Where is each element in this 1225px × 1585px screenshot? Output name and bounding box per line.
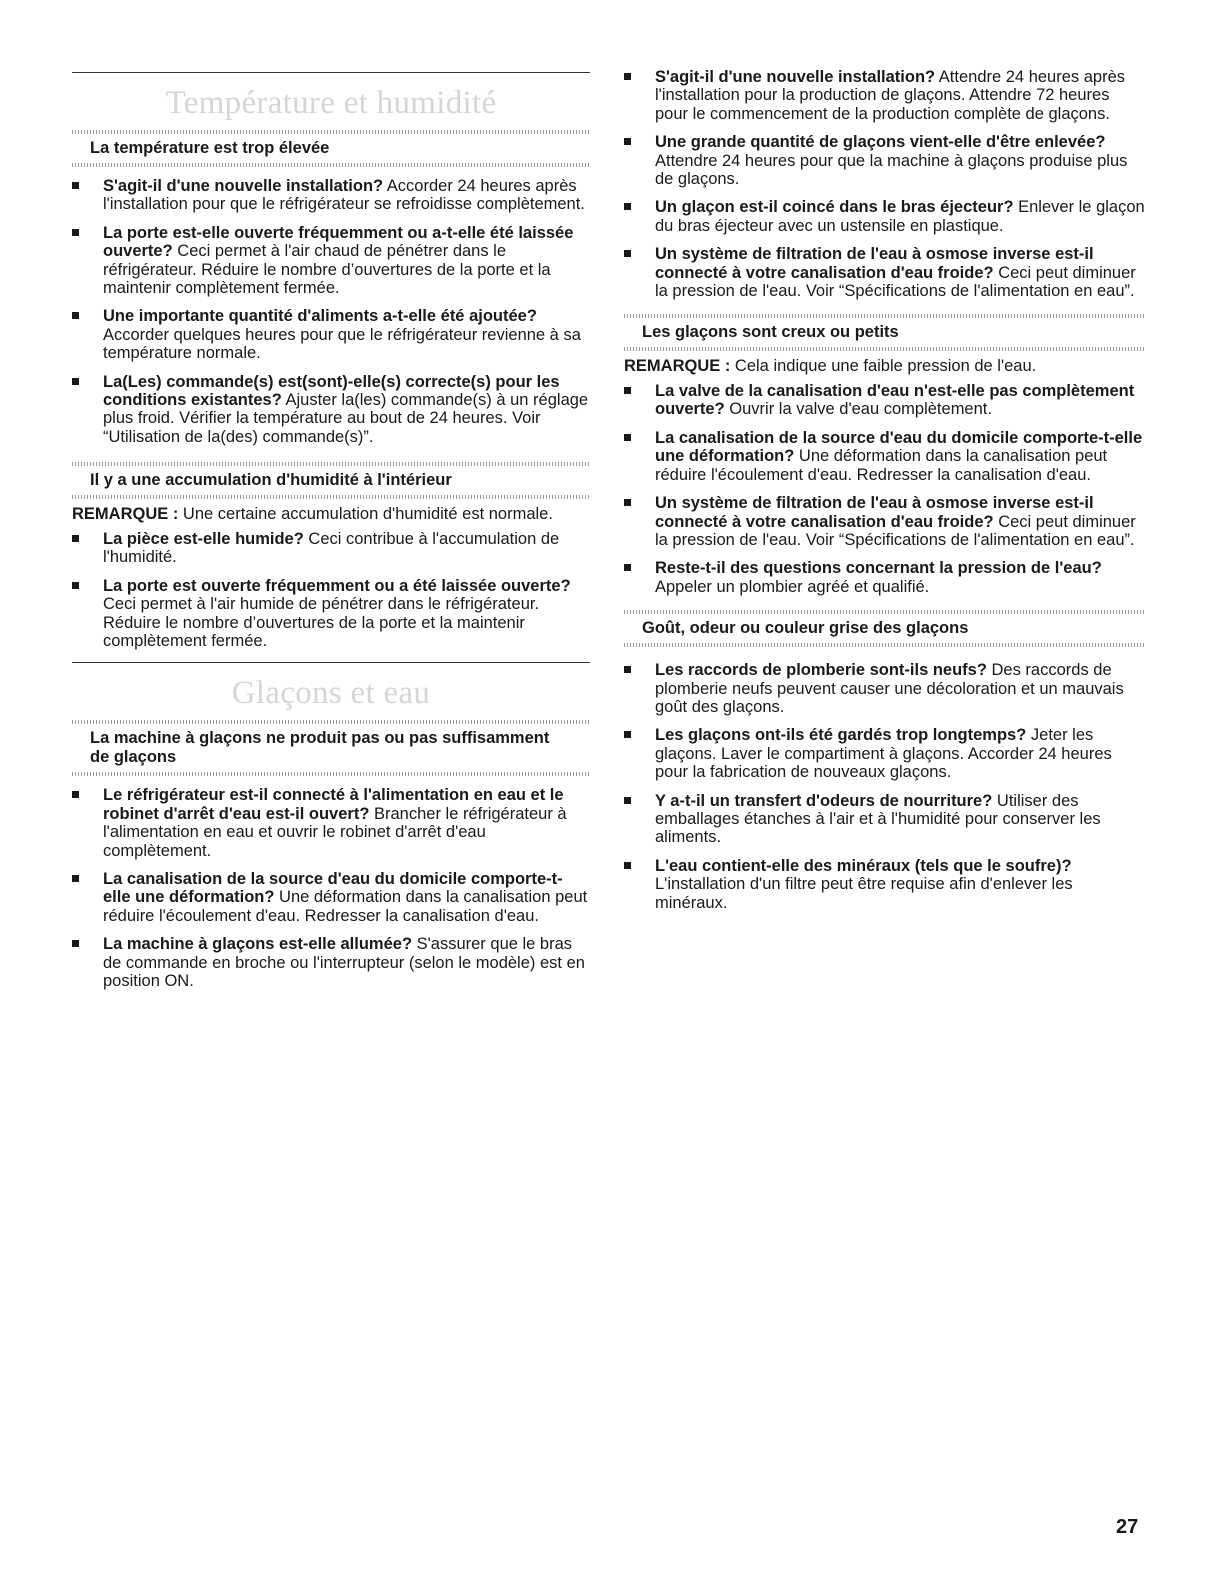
- list-item: Un glaçon est-il coincé dans le bras éjecteur? Enlever le glaçon du bras éjecteur avec un ustensile en plastique.: [624, 198, 1146, 235]
- list-icemaker: [72, 786, 590, 990]
- bullet-icon: [72, 791, 79, 798]
- list-item: La porte est-elle ouverte fréquemment ou a-t-elle été laissée ouverte? Ceci permet à l'air chaud de pénétrer dans le réfrigérateur. Réduire le nombre d’ouvertures de la porte et la maintenir complètement fermée.: [72, 224, 590, 298]
- list-item: La(Les) commande(s) est(sont)-elle(s) correcte(s) pour les conditions existantes? Ajuster la(les) commande(s) à un réglage plus froid. Vérifier la température au bout de 24 heures. Voir “Utilisation de la(des) commande(s)”.: [72, 373, 590, 447]
- list-item: L'eau contient-elle des minéraux (tels que le soufre)? L'installation d'un filtre peut être requise afin d'enlever les minéraux.: [624, 857, 1146, 912]
- hatch-divider: [72, 163, 590, 167]
- list-item: Le réfrigérateur est-il connecté à l'alimentation en eau et le robinet d'arrêt d'eau est-il ouvert? Brancher le réfrigérateur à l'alimentation en eau et ouvrir le robinet d'arrêt d'eau complètement.: [72, 786, 590, 860]
- subheading-taste-odor: Goût, odeur ou couleur grise des glaçons: [642, 619, 969, 638]
- bullet-icon: [624, 797, 631, 804]
- list-humidity: [72, 530, 590, 650]
- list-taste-odor: [624, 661, 1146, 912]
- bullet-icon: [72, 535, 79, 542]
- list-item: S'agit-il d'une nouvelle installation? Accorder 24 heures après l'installation pour que le réfrigérateur se refroidisse complètement.: [72, 177, 590, 214]
- subheading-hollow-ice: Les glaçons sont creux ou petits: [642, 323, 899, 342]
- list-item: Une grande quantité de glaçons vient-elle d'être enlevée? Attendre 24 heures pour que la machine à glaçons produise plus de glaçons.: [624, 133, 1146, 188]
- left-column: [72, 60, 590, 1000]
- list-hollow-ice: [624, 382, 1146, 596]
- section-rule: [72, 72, 590, 73]
- list-item: Un système de filtration de l'eau à osmose inverse est-il connecté à votre canalisation d'eau froide? Ceci peut diminuer la pression de l'eau. Voir “Spécifications de l'alimentation en eau”.: [624, 494, 1146, 549]
- list-item: Les raccords de plomberie sont-ils neufs? Des raccords de plomberie neufs peuvent causer une décoloration et un mauvais goût des glaçons.: [624, 661, 1146, 716]
- list-item: La porte est ouverte fréquemment ou a été laissée ouverte? Ceci permet à l'air humide de pénétrer dans le réfrigérateur. Réduire le nombre d’ouvertures de la porte et la maintenir complètement fermée.: [72, 577, 590, 651]
- right-column: [624, 68, 1146, 922]
- bullet-icon: [624, 387, 631, 394]
- hatch-divider: [624, 643, 1146, 647]
- bullet-icon: [72, 582, 79, 589]
- subheading-icemaker: La machine à glaçons ne produit pas ou pas suffisamment de glaçons: [90, 729, 550, 767]
- list-item: Un système de filtration de l'eau à osmose inverse est-il connecté à votre canalisation d'eau froide? Ceci peut diminuer la pression de l'eau. Voir “Spécifications de l'alimentation en eau”.: [624, 245, 1146, 300]
- bullet-icon: [624, 564, 631, 571]
- list-item: Reste-t-il des questions concernant la pression de l'eau? Appeler un plombier agréé et qualifié.: [624, 559, 1146, 596]
- list-icemaker-continued: [624, 68, 1146, 300]
- bullet-icon: [624, 666, 631, 673]
- subheading-humidity: Il y a une accumulation d'humidité à l'intérieur: [90, 471, 452, 490]
- bullet-icon: [624, 434, 631, 441]
- bullet-icon: [72, 229, 79, 236]
- hatch-divider: [72, 495, 590, 499]
- hatch-divider: [624, 347, 1146, 351]
- list-item: La pièce est-elle humide? Ceci contribue à l'accumulation de l'humidité.: [72, 530, 590, 567]
- list-item: La valve de la canalisation d'eau n'est-elle pas complètement ouverte? Ouvrir la valve d'eau complètement.: [624, 382, 1146, 419]
- page-number: 27: [1116, 1516, 1139, 1538]
- section-title-ice-water: Glaçons et eau: [231, 675, 431, 712]
- bullet-icon: [624, 862, 631, 869]
- bullet-icon: [72, 875, 79, 882]
- list-item: Les glaçons ont-ils été gardés trop longtemps? Jeter les glaçons. Laver le compartiment à glaçons. Accorder 24 heures pour la fabrication de nouveaux glaçons.: [624, 726, 1146, 781]
- note-humidity: REMARQUE : Une certaine accumulation d'humidité est normale.: [72, 505, 553, 524]
- list-temperature-high: [72, 177, 590, 446]
- list-item: La canalisation de la source d'eau du domicile comporte-t-elle une déformation? Une déformation dans la canalisation peut réduire l'écoulement d'eau. Redresser la canalisation d'eau.: [624, 429, 1146, 484]
- bullet-icon: [624, 731, 631, 738]
- bullet-icon: [72, 940, 79, 947]
- bullet-icon: [72, 182, 79, 189]
- hatch-divider: [72, 772, 590, 776]
- bullet-icon: [624, 203, 631, 210]
- bullet-icon: [72, 378, 79, 385]
- subheading-temperature-high: La température est trop élevée: [90, 139, 330, 157]
- list-item: Y a-t-il un transfert d'odeurs de nourriture? Utiliser des emballages étanches à l'air et à l'humidité pour conserver les aliments.: [624, 792, 1146, 847]
- list-item: Une importante quantité d'aliments a-t-elle été ajoutée? Accorder quelques heures pour que le réfrigérateur revienne à sa température normale.: [72, 307, 590, 362]
- bullet-icon: [624, 73, 631, 80]
- bullet-icon: [624, 250, 631, 257]
- list-item: S'agit-il d'une nouvelle installation? Attendre 24 heures après l'installation pour la production de glaçons. Attendre 72 heures pour le commencement de la production complète de glaçons.: [624, 68, 1146, 123]
- bullet-icon: [624, 499, 631, 506]
- bullet-icon: [624, 138, 631, 145]
- section-rule: [72, 662, 590, 663]
- bullet-icon: [72, 312, 79, 319]
- list-item: La machine à glaçons est-elle allumée? S'assurer que le bras de commande en broche ou l'interrupteur (selon le modèle) est en position ON.: [72, 935, 590, 990]
- list-item: La canalisation de la source d'eau du domicile comporte-t-elle une déformation? Une déformation dans la canalisation peut réduire l'écoulement d'eau. Redresser la canalisation d'eau.: [72, 870, 590, 925]
- note-water-pressure: REMARQUE : Cela indique une faible pression de l'eau.: [624, 357, 1037, 376]
- section-title-temperature: Température et humidité: [165, 85, 497, 121]
